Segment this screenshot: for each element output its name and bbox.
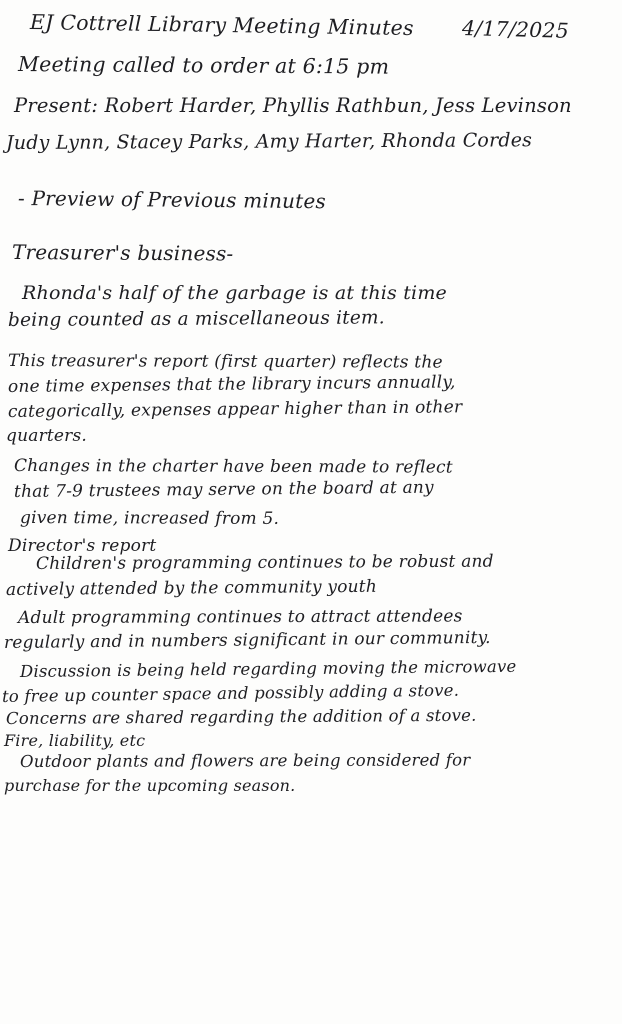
preview-item: - Preview of Previous minutes [17,186,327,214]
microwave-discussion-line-1: Discussion is being held regarding moving the microwave [19,656,517,681]
charter-note-line-2: that 7-9 trustees may serve on the board at any [13,477,434,502]
treasurer-report-line-2: one time expenses that the library incurs annually, [7,372,456,397]
microwave-discussion-line-2: to free up counter space and possibly adding a stove. [1,680,460,706]
minutes-title: EJ Cottrell Library Meeting Minutes [29,10,414,41]
attendees-line-2: Judy Lynn, Stacey Parks, Amy Harter, Rhonda Cordes [5,129,533,154]
charter-note-line-3: given time, increased from 5. [19,508,280,529]
treasurer-heading: Treasurer's business- [11,240,234,266]
call-to-order: Meeting called to order at 6:15 pm [17,52,390,79]
stove-concerns-line-2: Fire, liability, etc [4,731,146,750]
outdoor-plants-line-2: purchase for the upcoming season. [4,776,296,795]
garbage-note-line-2: being counted as a miscellaneous item. [7,307,385,331]
treasurer-report-line-3: categorically, expenses appear higher than in other [7,397,463,422]
garbage-note-line-1: Rhonda's half of the garbage is at this time [22,282,447,304]
adult-programming-line-1: Adult programming continues to attract attendees [17,606,463,628]
outdoor-plants-line-1: Outdoor plants and flowers are being considered for [19,750,471,771]
stove-concerns-line-1: Concerns are shared regarding the addition of a stove. [5,705,477,728]
children-programming-line-1: Children's programming continues to be robust and [35,551,494,574]
meeting-date: 4/17/2025 [461,16,570,43]
treasurer-report-line-4: quarters. [6,426,88,446]
charter-note-line-1: Changes in the charter have been made to reflect [13,456,453,478]
director-heading: Director's report [8,536,157,556]
adult-programming-line-2: regularly and in numbers significant in our community. [3,627,491,653]
attendees-line-1: Present: Robert Harder, Phyllis Rathbun, Jess Levinson [14,94,572,117]
children-programming-line-2: actively attended by the community youth [5,576,378,600]
treasurer-report-line-1: This treasurer's report (first quarter) reflects the [7,351,443,373]
